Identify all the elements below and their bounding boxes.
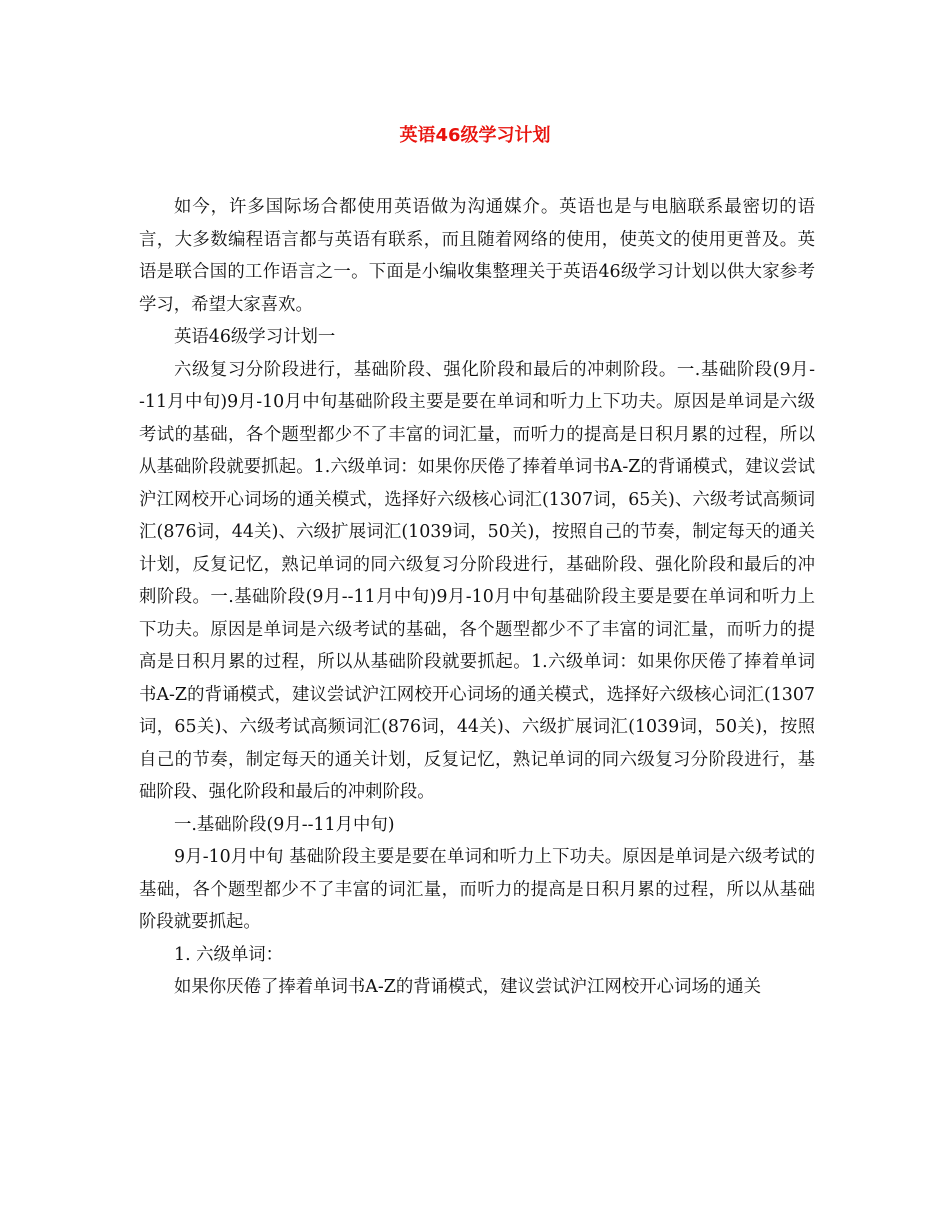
document-title: 英语46级学习计划 [399, 125, 551, 146]
basic-stage-paragraph: 9月-10月中旬 基础阶段主要是要在单词和听力上下功夫。原因是单词是六级考试的基础，各个题型都少不了丰富的词汇量，而听力的提高是日积月累的过程，所以从基础阶段就要抓起。 [139, 847, 815, 932]
document-body [139, 191, 815, 1004]
basic-stage-heading: 一.基础阶段(9月--11月中旬) [174, 814, 395, 835]
intro-paragraph: 如今，许多国际场合都使用英语做为沟通媒介。英语也是与电脑联系最密切的语言，大多数编程语言都与英语有联系，而且随着网络的使用，使英文的使用更普及。英语是联合国的工作语言之一。下面是小编收集整理关于英语46级学习计划以供大家参考学习，希望大家喜欢。 [139, 197, 815, 315]
vocabulary-heading: 1. 六级单词： [174, 944, 284, 965]
vocabulary-paragraph: 如果你厌倦了捧着单词书A-Z的背诵模式，建议尝试沪江网校开心词场的通关 [174, 977, 762, 997]
section-heading-plan-one: 英语46级学习计划一 [174, 327, 336, 347]
review-stages-paragraph: 六级复习分阶段进行，基础阶段、强化阶段和最后的冲刺阶段。一.基础阶段(9月--11月中旬)9月-10月中旬基础阶段主要是要在单词和听力上下功夫。原因是单词是六级考试的基础，各个题型都少不了丰富的词汇量，而听力的提高是日积月累的过程，所以从基础阶段就要抓起。1.六级单词：如果你厌倦了捧着单词书A-Z的背诵模式，建议尝试沪江网校开心词场的通关模式，选择好六级核心词汇(1307词，65关)、六级考试高频词汇(876词，44关)、六级扩展词汇(1039词，50关)，按照自己的节奏，制定每天的通关计划，反复记忆，熟记单词的同六级复习分阶段进行，基础阶段、强化阶段和最后的冲刺阶段。一.基础阶段(9月--11月中旬)9月-10月中旬基础阶段主要是要在单词和听力上下功夫。原因是单词是六级考试的基础，各个题型都少不了丰富的词汇量，而听力的提高是日积月累的过程，所以从基础阶段就要抓起。1.六级单词：如果你厌倦了捧着单词书A-Z的背诵模式，建议尝试沪江网校开心词场的通关模式，选择好六级核心词汇(1307词，65关)、六级考试高频词汇(876词，44关)、六级扩展词汇(1039词，50关)，按照自己的节奏，制定每天的通关计划，反复记忆，熟记单词的同六级复习分阶段进行，基础阶段、强化阶段和最后的冲刺阶段。 [139, 359, 815, 802]
